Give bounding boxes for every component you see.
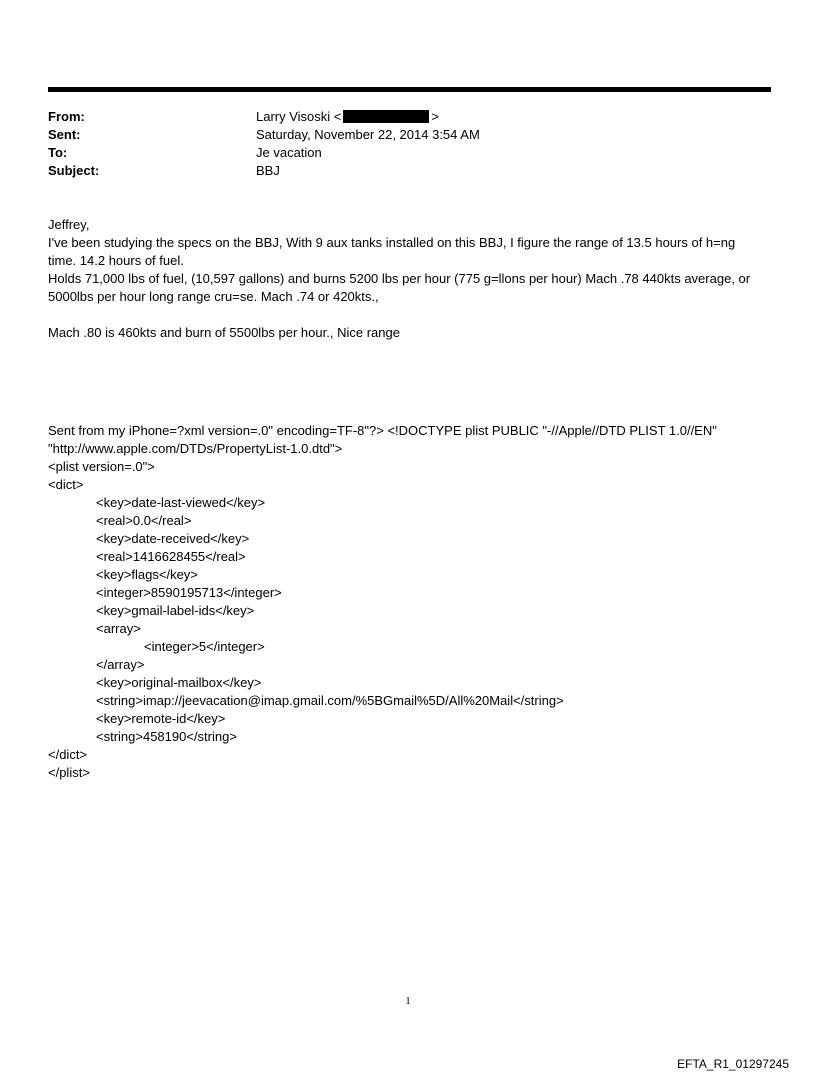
from-name: Larry Visoski < xyxy=(256,109,342,124)
plist-line: <string>458190</string> xyxy=(96,729,237,744)
to-value: Je vacation xyxy=(256,145,322,160)
sent-label: Sent: xyxy=(48,127,81,142)
plist-entries xyxy=(48,494,778,638)
body-line: time. 14.2 hours of fuel. xyxy=(48,253,184,268)
email-body xyxy=(48,216,778,782)
body-line: Mach .80 is 460kts and burn of 5500lbs per hour., Nice range xyxy=(48,325,400,340)
plist-line: <dict> xyxy=(48,477,84,492)
plist-line: <string>imap://jeevacation@imap.gmail.com/%5BGmail%5D/All%20Mail</string> xyxy=(96,693,564,708)
subject-row xyxy=(48,162,748,180)
plist-line: </dict> xyxy=(48,747,88,762)
plist-line: <key>original-mailbox</key> xyxy=(96,675,262,690)
sent-value: Saturday, November 22, 2014 3:54 AM xyxy=(256,127,480,142)
plist-line: </array> xyxy=(96,657,145,672)
plist-line: <key>date-last-viewed</key> xyxy=(96,495,266,510)
to-label: To: xyxy=(48,145,68,160)
body-line: I've been studying the specs on the BBJ, With 9 aux tanks installed on this BBJ, I figure the range of 13.5 hours of h=ng xyxy=(48,235,736,250)
subject-value: BBJ xyxy=(256,163,280,178)
from-suffix: > xyxy=(431,109,439,124)
page-number: 1 xyxy=(405,995,411,1007)
header-divider xyxy=(48,87,771,92)
greeting: Jeffrey, xyxy=(48,217,90,232)
bates-number: EFTA_R1_01297245 xyxy=(677,1057,789,1071)
from-row xyxy=(48,108,748,126)
plist-line: <integer>8590195713</integer> xyxy=(96,585,282,600)
body-line: 5000lbs per hour long range cru=se. Mach .74 or 420kts., xyxy=(48,289,379,304)
sent-row xyxy=(48,126,748,144)
signature-line: Sent from my iPhone=?xml version=.0" encoding=TF-8"?> <!DOCTYPE plist PUBLIC "-//Apple//DTD PLIST 1.0//EN" xyxy=(48,423,717,438)
redaction-box xyxy=(343,110,429,123)
plist-line: </plist> xyxy=(48,765,90,780)
plist-line: <array> xyxy=(96,621,141,636)
plist-array-entries xyxy=(48,638,778,656)
plist-line: <key>gmail-label-ids</key> xyxy=(96,603,255,618)
to-row xyxy=(48,144,748,162)
from-value xyxy=(256,108,748,126)
plist-line: <plist version=.0"> xyxy=(48,459,155,474)
email-header xyxy=(48,108,748,180)
plist-entries-after xyxy=(48,656,778,746)
plist-line: <key>date-received</key> xyxy=(96,531,250,546)
plist-line: <real>1416628455</real> xyxy=(96,549,246,564)
signature-line: "http://www.apple.com/DTDs/PropertyList-1.0.dtd"> xyxy=(48,441,343,456)
plist-line: <key>flags</key> xyxy=(96,567,198,582)
plist-line: <real>0.0</real> xyxy=(96,513,192,528)
from-label: From: xyxy=(48,109,85,124)
plist-line: <integer>5</integer> xyxy=(144,639,265,654)
plist-line: <key>remote-id</key> xyxy=(96,711,226,726)
body-line: Holds 71,000 lbs of fuel, (10,597 gallons) and burns 5200 lbs per hour (775 g=llons per hour) Mach .78 440kts average, or xyxy=(48,271,751,286)
subject-label: Subject: xyxy=(48,163,100,178)
